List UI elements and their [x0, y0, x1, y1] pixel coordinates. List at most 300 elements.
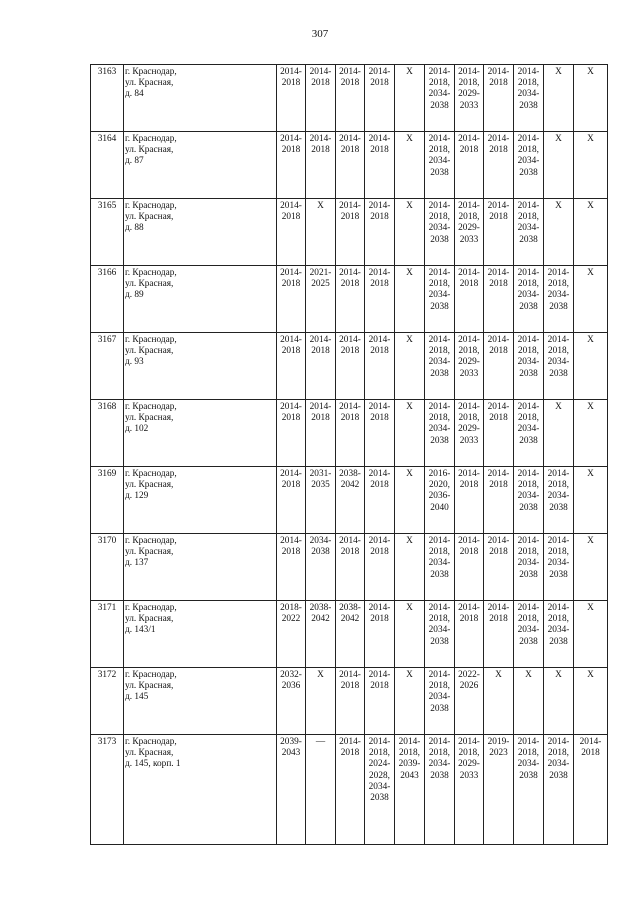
period-line: 2038: [519, 234, 538, 245]
period-line: 2018: [340, 547, 360, 558]
period-line: 2042: [311, 614, 330, 625]
period-cell: [484, 735, 514, 845]
row-number: 3165: [91, 199, 124, 266]
period-line: 2038: [430, 167, 449, 178]
period-cell: [306, 199, 336, 266]
period-cell: [574, 400, 608, 467]
row-number: 3169: [91, 467, 124, 534]
period-line: 2014-: [280, 402, 302, 412]
period-cell: [306, 668, 336, 735]
period-line: 2018,: [548, 547, 569, 558]
period-cell: [395, 400, 425, 467]
period-cell: [395, 534, 425, 601]
period-line: 2014-: [487, 335, 510, 345]
period-line: 2018: [370, 78, 389, 89]
period-line: 2038: [549, 301, 568, 312]
address-cell: [124, 467, 277, 534]
period-line: 2034-: [547, 290, 570, 301]
period-line: 2018: [489, 614, 508, 625]
period-line: 2034-: [547, 759, 570, 770]
period-line: 2038-: [339, 469, 361, 479]
period-line: 2018: [340, 145, 360, 156]
period-line: 2018: [459, 145, 479, 156]
period-line: X: [587, 469, 594, 479]
period-cell: [425, 601, 455, 668]
period-cell: [514, 266, 544, 333]
period-line: 2014-: [458, 67, 480, 77]
period-cell: [574, 65, 608, 132]
period-line: 2018: [370, 681, 389, 692]
address-line: г. Краснодар,: [125, 737, 177, 747]
table-row: [91, 400, 608, 467]
period-cell: [514, 668, 544, 735]
period-line: 2014-: [428, 67, 451, 77]
period-line: 2014-: [339, 201, 361, 211]
period-line: 2018: [489, 78, 508, 89]
period-line: 2038: [519, 502, 538, 513]
period-line: 2019-: [487, 737, 510, 747]
period-cell: [455, 400, 484, 467]
period-line: 2040: [430, 502, 449, 513]
period-cell: [395, 132, 425, 199]
period-cell: [514, 333, 544, 400]
period-line: 2014-: [517, 603, 540, 613]
period-line: 2029-: [458, 223, 480, 234]
period-cell: [306, 467, 336, 534]
row-number: 3166: [91, 266, 124, 333]
row-number: 3173: [91, 735, 124, 845]
period-cell: [336, 333, 365, 400]
period-line: 2018: [340, 681, 360, 692]
period-line: 2014-: [398, 737, 421, 747]
address-line: г. Краснодар,: [125, 670, 177, 680]
period-cell: [306, 333, 336, 400]
period-line: 2034-: [428, 558, 451, 569]
period-line: 2018: [489, 279, 508, 290]
period-cell: [455, 601, 484, 668]
period-line: 2034-: [368, 781, 391, 792]
period-line: 2014-: [458, 469, 480, 479]
period-cell: [395, 668, 425, 735]
period-line: 2038: [519, 167, 538, 178]
period-line: 2018,: [429, 145, 450, 156]
period-cell: [544, 668, 574, 735]
period-line: 2038: [430, 569, 449, 580]
period-line: 2038: [430, 770, 449, 781]
address-line: ул. Красная,: [125, 212, 174, 223]
period-line: 2020,: [429, 480, 450, 491]
period-line: 2014-: [547, 335, 570, 345]
period-line: 2014-: [368, 737, 391, 747]
period-cell: [365, 668, 395, 735]
period-line: 2018: [489, 480, 508, 491]
period-line: 2018,: [548, 279, 569, 290]
period-line: 2014-: [487, 469, 510, 479]
period-line: 2014-: [517, 268, 540, 278]
period-line: 2018,: [429, 413, 450, 424]
period-cell: [277, 333, 306, 400]
period-cell: [514, 400, 544, 467]
period-line: 2038: [430, 301, 449, 312]
period-cell: [455, 467, 484, 534]
period-cell: [306, 266, 336, 333]
period-line: 2018: [340, 346, 360, 357]
period-line: 2014-: [368, 201, 391, 211]
address-line: ул. Красная,: [125, 480, 174, 491]
period-line: 2018,: [458, 78, 480, 89]
period-cell: [277, 266, 306, 333]
period-line: 2018: [281, 145, 301, 156]
period-cell: [395, 266, 425, 333]
address-cell: [124, 668, 277, 735]
period-line: 2014-: [428, 536, 451, 546]
address-cell: [124, 65, 277, 132]
period-line: 2014-: [517, 737, 540, 747]
period-cell: [306, 400, 336, 467]
period-line: 2014-: [368, 335, 391, 345]
period-line: 2034-: [517, 290, 540, 301]
period-line: 2014-: [428, 737, 451, 747]
address-line: г. Краснодар,: [125, 536, 177, 546]
period-line: 2018,: [518, 145, 539, 156]
period-cell: [395, 467, 425, 534]
period-line: 2014-: [487, 268, 510, 278]
period-line: 2038: [519, 770, 538, 781]
address-line: ул. Красная,: [125, 748, 174, 759]
period-cell: [425, 467, 455, 534]
period-cell: [484, 534, 514, 601]
period-line: 2018,: [548, 614, 569, 625]
address-line: г. Краснодар,: [125, 603, 177, 613]
period-line: 2034-: [517, 424, 540, 435]
period-line: 2038: [370, 793, 389, 804]
address-line: ул. Красная,: [125, 145, 174, 156]
period-line: 2024-: [368, 759, 391, 770]
period-line: 2018,: [458, 346, 480, 357]
period-line: 2014-: [339, 67, 361, 77]
period-line: 2033: [459, 100, 479, 111]
period-line: 2018: [489, 547, 508, 558]
period-line: 2018: [340, 78, 360, 89]
address-line: г. Краснодар,: [125, 67, 177, 77]
period-cell: [277, 467, 306, 534]
period-cell: [544, 467, 574, 534]
period-cell: [484, 467, 514, 534]
period-line: 2018: [340, 212, 360, 223]
period-line: 2014-: [487, 67, 510, 77]
period-cell: [365, 601, 395, 668]
period-line: 2014-: [428, 670, 451, 680]
period-cell: [336, 534, 365, 601]
period-cell: [574, 668, 608, 735]
period-line: 2014-: [517, 469, 540, 479]
period-line: 2014-: [309, 67, 332, 77]
period-line: 2014-: [517, 201, 540, 211]
period-line: 2038: [430, 703, 449, 714]
period-line: 2014-: [368, 268, 391, 278]
period-line: 2034-: [517, 625, 540, 636]
period-line: X: [587, 402, 594, 412]
row-number: 3167: [91, 333, 124, 400]
period-cell: [306, 534, 336, 601]
period-line: 2014-: [368, 469, 391, 479]
address-line: д. 89: [125, 290, 144, 301]
period-line: 2018: [370, 413, 389, 424]
address-line: ул. Красная,: [125, 279, 174, 290]
period-line: 2018: [281, 480, 301, 491]
period-line: 2014-: [547, 536, 570, 546]
period-line: 2038: [311, 547, 330, 558]
period-line: 2018: [370, 614, 389, 625]
page-number: 307: [311, 28, 329, 40]
period-cell: [336, 735, 365, 845]
period-cell: [455, 668, 484, 735]
period-line: 2014-: [458, 536, 480, 546]
period-line: 2023: [489, 748, 508, 759]
period-line: 2034-: [428, 156, 451, 167]
period-line: 2014-: [280, 134, 302, 144]
address-cell: [124, 199, 277, 266]
table-row: [91, 534, 608, 601]
period-line: 2014-: [547, 268, 570, 278]
period-line: 2014-: [487, 134, 510, 144]
period-cell: [336, 601, 365, 668]
period-line: 2018,: [518, 279, 539, 290]
address-line: г. Краснодар,: [125, 402, 177, 412]
address-line: г. Краснодар,: [125, 268, 177, 278]
period-line: 2014-: [428, 402, 451, 412]
period-cell: [306, 65, 336, 132]
period-line: X: [317, 670, 324, 680]
table-row: [91, 199, 608, 266]
period-cell: [277, 668, 306, 735]
period-line: 2034-: [517, 357, 540, 368]
period-line: 2018,: [429, 346, 450, 357]
period-cell: [484, 601, 514, 668]
address-cell: [124, 735, 277, 845]
period-cell: [425, 266, 455, 333]
period-line: 2014-: [428, 134, 451, 144]
period-line: 2018,: [548, 480, 569, 491]
period-line: 2014-: [517, 67, 540, 77]
period-line: 2018: [370, 480, 389, 491]
period-line: 2034-: [428, 424, 451, 435]
period-line: 2029-: [458, 759, 480, 770]
period-line: 2029-: [458, 424, 480, 435]
period-cell: [336, 668, 365, 735]
period-cell: [514, 735, 544, 845]
period-cell: [395, 735, 425, 845]
period-line: 2018: [370, 547, 389, 558]
period-cell: [425, 534, 455, 601]
period-line: 2038: [519, 569, 538, 580]
period-line: 2018,: [429, 748, 450, 759]
period-line: X: [587, 335, 594, 345]
period-cell: [365, 266, 395, 333]
period-line: 2034-: [428, 625, 451, 636]
period-line: 2018: [311, 78, 330, 89]
period-cell: [544, 735, 574, 845]
period-line: 2014-: [339, 402, 361, 412]
period-line: X: [406, 469, 413, 479]
period-cell: [574, 199, 608, 266]
row-number: 3164: [91, 132, 124, 199]
period-line: 2018-: [280, 603, 302, 613]
address-line: д. 87: [125, 156, 144, 167]
period-line: 2018: [459, 614, 479, 625]
period-line: 2018: [281, 547, 301, 558]
period-line: 2034-: [428, 223, 451, 234]
address-line: г. Краснодар,: [125, 134, 177, 144]
period-line: 2018,: [548, 346, 569, 357]
period-line: X: [587, 536, 594, 546]
period-line: 2039-: [398, 759, 421, 770]
period-line: 2018,: [429, 681, 450, 692]
period-line: 2034-: [428, 357, 451, 368]
period-line: 2038: [549, 502, 568, 513]
period-cell: [574, 266, 608, 333]
table-row: [91, 601, 608, 668]
period-cell: [277, 534, 306, 601]
period-line: 2014-: [579, 737, 602, 747]
period-line: 2018,: [458, 413, 480, 424]
period-line: 2014-: [280, 201, 302, 211]
period-line: 2018,: [518, 413, 539, 424]
address-line: г. Краснодар,: [125, 469, 177, 479]
period-cell: [365, 400, 395, 467]
period-cell: [544, 333, 574, 400]
address-cell: [124, 132, 277, 199]
repair-schedule-table: [90, 64, 608, 845]
period-cell: [306, 735, 336, 845]
period-line: 2014-: [458, 134, 480, 144]
period-line: 2033: [459, 770, 479, 781]
period-line: 2014-: [368, 67, 391, 77]
period-line: 2014-: [280, 469, 302, 479]
period-line: 2034-: [428, 759, 451, 770]
period-cell: [484, 132, 514, 199]
period-line: 2038: [519, 301, 538, 312]
table-row: [91, 266, 608, 333]
period-cell: [544, 534, 574, 601]
period-line: 2018: [281, 279, 301, 290]
period-line: 2038: [549, 569, 568, 580]
period-line: 2018: [281, 212, 301, 223]
row-number: 3172: [91, 668, 124, 735]
period-line: X: [555, 67, 562, 77]
table-row: [91, 668, 608, 735]
period-line: 2043: [400, 770, 419, 781]
period-line: 2018,: [429, 547, 450, 558]
period-cell: [544, 400, 574, 467]
period-line: 2034-: [547, 625, 570, 636]
period-line: X: [406, 402, 413, 412]
period-cell: [455, 534, 484, 601]
period-cell: [544, 199, 574, 266]
period-line: 2034-: [309, 536, 332, 546]
period-cell: [544, 601, 574, 668]
address-line: д. 102: [125, 424, 149, 435]
address-line: ул. Красная,: [125, 413, 174, 424]
period-line: 2018: [311, 145, 330, 156]
period-line: 2014-: [368, 670, 391, 680]
table-row: [91, 333, 608, 400]
period-line: 2018,: [429, 279, 450, 290]
period-line: X: [406, 335, 413, 345]
period-line: 2014-: [339, 335, 361, 345]
period-line: 2038: [430, 636, 449, 647]
period-line: 2014-: [517, 335, 540, 345]
period-line: 2014-: [309, 134, 332, 144]
period-line: 2018: [340, 413, 360, 424]
period-line: 2018,: [518, 748, 539, 759]
period-line: 2038: [430, 100, 449, 111]
period-cell: [425, 132, 455, 199]
period-line: 2014-: [547, 469, 570, 479]
period-line: X: [587, 670, 594, 680]
period-line: 2018: [370, 346, 389, 357]
period-line: 2034-: [428, 692, 451, 703]
period-line: 2014-: [547, 603, 570, 613]
period-line: X: [555, 670, 562, 680]
period-line: 2029-: [458, 89, 480, 100]
period-cell: [484, 65, 514, 132]
period-line: 2014-: [458, 737, 480, 747]
period-cell: [425, 199, 455, 266]
period-line: 2016-: [428, 469, 451, 479]
period-line: 2038: [549, 636, 568, 647]
period-line: 2018: [281, 346, 301, 357]
period-line: 2042: [340, 614, 360, 625]
period-line: 2014-: [280, 268, 302, 278]
period-line: X: [406, 536, 413, 546]
period-line: 2018,: [429, 212, 450, 223]
period-line: 2018: [489, 212, 508, 223]
period-line: 2038-: [309, 603, 332, 613]
address-line: ул. Красная,: [125, 346, 174, 357]
period-cell: [365, 65, 395, 132]
table-row: [91, 65, 608, 132]
period-line: 2038: [430, 368, 449, 379]
period-line: X: [587, 134, 594, 144]
period-cell: [455, 333, 484, 400]
period-cell: [365, 534, 395, 601]
period-line: 2042: [340, 480, 360, 491]
period-cell: [365, 467, 395, 534]
period-line: 2014-: [517, 402, 540, 412]
period-line: 2038: [519, 636, 538, 647]
period-cell: [574, 601, 608, 668]
period-line: 2018: [489, 145, 508, 156]
period-line: 2018: [311, 413, 330, 424]
period-cell: [544, 132, 574, 199]
period-cell: [365, 132, 395, 199]
period-cell: [484, 199, 514, 266]
period-cell: [425, 333, 455, 400]
period-cell: [574, 735, 608, 845]
period-line: 2018: [311, 346, 330, 357]
period-cell: [336, 199, 365, 266]
address-cell: [124, 333, 277, 400]
row-number: 3168: [91, 400, 124, 467]
period-line: 2018,: [429, 78, 450, 89]
address-line: ул. Красная,: [125, 614, 174, 625]
period-line: 2034-: [517, 759, 540, 770]
period-line: 2034-: [517, 491, 540, 502]
period-line: 2018: [581, 748, 600, 759]
period-cell: [277, 199, 306, 266]
row-number: 3171: [91, 601, 124, 668]
